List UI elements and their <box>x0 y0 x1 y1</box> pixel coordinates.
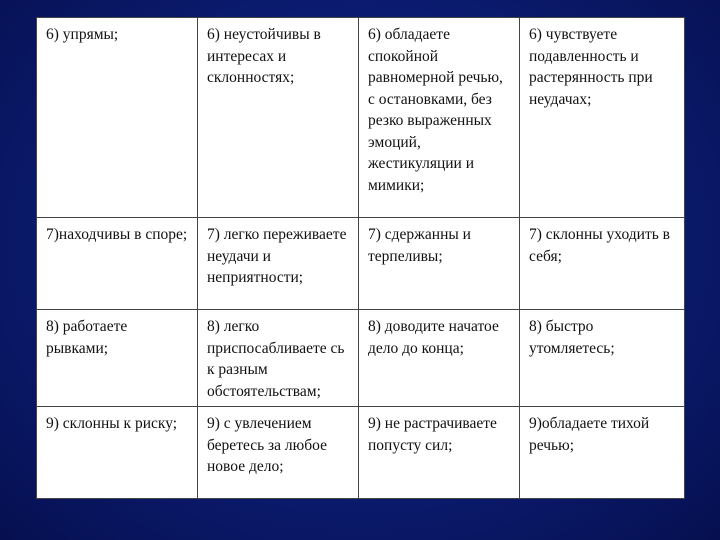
table-cell: 6) неустойчивы в интересах и склонностях; <box>198 18 359 218</box>
table-row <box>37 18 685 218</box>
table-cell: 8) быстро утомляетесь; <box>520 310 685 407</box>
table-cell: 9) с увлечением беретесь за любое новое дело; <box>198 407 359 499</box>
table-cell: 6) чувствуете подавленность и растерянность при неудачах; <box>520 18 685 218</box>
table-cell: 8) легко приспосабливаете сь к разным обстоятельствам; <box>198 310 359 407</box>
table-row <box>37 218 685 310</box>
table-cell: 6) упрямы; <box>37 18 198 218</box>
table-cell: 7) легко переживаете неудачи и неприятности; <box>198 218 359 310</box>
table-cell: 7) склонны уходить в себя; <box>520 218 685 310</box>
table-row <box>37 310 685 407</box>
table-cell: 7) сдержанны и терпеливы; <box>359 218 520 310</box>
table-row <box>37 407 685 499</box>
table-cell: 9) склонны к риску; <box>37 407 198 499</box>
table-cell: 9) не растрачиваете попусту сил; <box>359 407 520 499</box>
table-cell: 9)обладаете тихой речью; <box>520 407 685 499</box>
table-cell: 6) обладаете спокойной равномерной речью, с остановками, без резко выраженных эмоций, жестикуляции и мимики; <box>359 18 520 218</box>
table-cell: 8) доводите начатое дело до конца; <box>359 310 520 407</box>
table-cell: 8) работаете рывками; <box>37 310 198 407</box>
temperament-table <box>36 17 685 499</box>
table-cell: 7)находчивы в споре; <box>37 218 198 310</box>
